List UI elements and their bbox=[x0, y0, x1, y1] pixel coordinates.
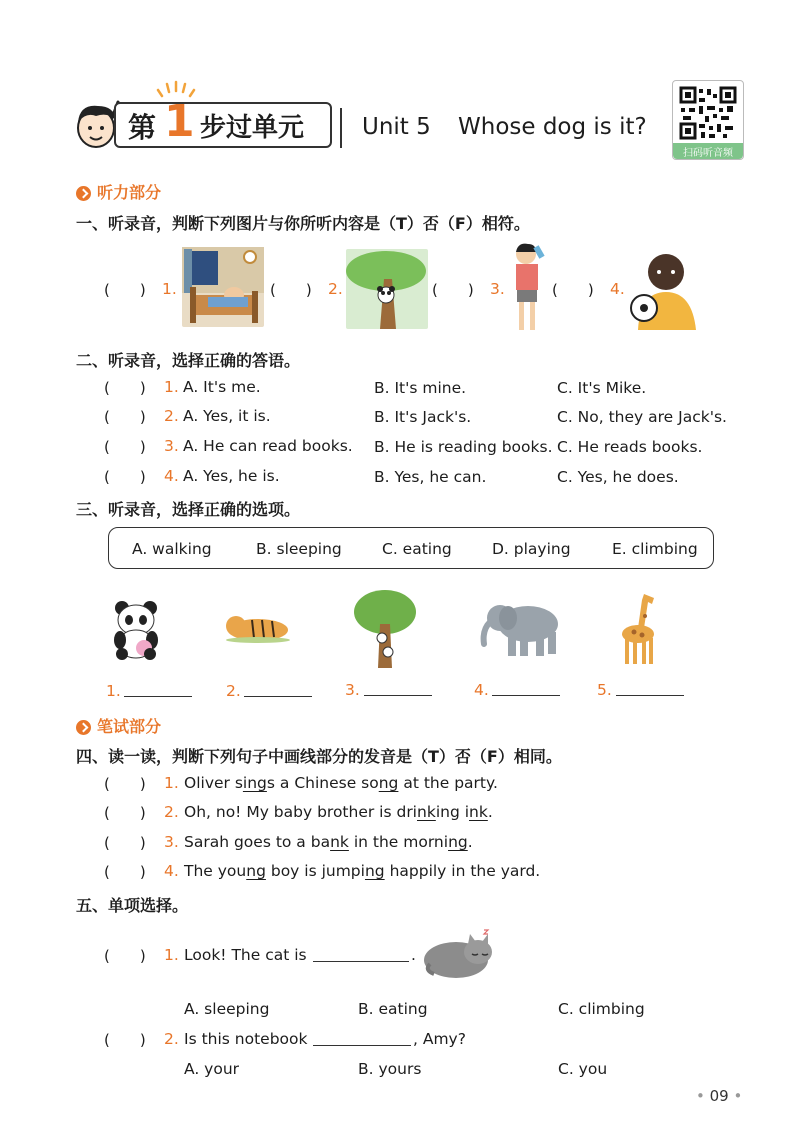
option-c: C. Yes, he does. bbox=[557, 468, 679, 486]
s5-num: 1. bbox=[164, 946, 179, 964]
answer-paren[interactable]: ( ) bbox=[552, 281, 594, 299]
qr-code[interactable] bbox=[672, 80, 744, 160]
answer-paren[interactable]: ( ) bbox=[104, 863, 146, 881]
word-option: D. playing bbox=[492, 540, 571, 558]
word-option: A. walking bbox=[132, 540, 212, 558]
answer-paren[interactable]: ( ) bbox=[104, 775, 146, 793]
sleeping-cat-icon bbox=[420, 926, 496, 980]
giraffe-icon bbox=[618, 588, 664, 666]
answer-paren[interactable]: ( ) bbox=[104, 408, 146, 426]
section-5-title: 五、单项选择。 bbox=[76, 896, 189, 915]
answer-paren[interactable]: ( ) bbox=[104, 947, 146, 965]
blank-num: 3. bbox=[345, 681, 360, 699]
unit-title: Whose dog is it? bbox=[458, 114, 647, 140]
option-c: C. No, they are Jack's. bbox=[557, 408, 727, 426]
answer-paren[interactable]: ( ) bbox=[104, 468, 146, 486]
part-listening: 听力部分 bbox=[76, 180, 161, 203]
panda-in-tree-icon bbox=[346, 249, 428, 329]
option-a: A. Yes, he is. bbox=[183, 467, 280, 485]
option-a: A. sleeping bbox=[184, 1000, 270, 1018]
answer-blank[interactable] bbox=[124, 696, 192, 697]
answer-paren[interactable]: ( ) bbox=[104, 1031, 146, 1049]
answer-paren[interactable]: ( ) bbox=[104, 804, 146, 822]
option-a: A. He can read books. bbox=[183, 437, 353, 455]
answer-blank[interactable] bbox=[616, 695, 684, 696]
page-number: • 09 • bbox=[696, 1087, 743, 1105]
s4-sentence: The young boy is jumping happily in the yard. bbox=[184, 862, 541, 880]
sun-rays-icon bbox=[156, 80, 196, 98]
qr-code-icon bbox=[679, 86, 737, 140]
s1-num: 3. bbox=[490, 280, 505, 298]
option-b: B. It's mine. bbox=[374, 379, 467, 397]
answer-blank[interactable] bbox=[492, 695, 560, 696]
word-option: C. eating bbox=[382, 540, 452, 558]
s2-num: 3. bbox=[164, 437, 179, 455]
answer-blank[interactable] bbox=[364, 695, 432, 696]
s1-num: 1. bbox=[162, 280, 177, 298]
option-b: B. eating bbox=[358, 1000, 428, 1018]
s4-sentence: Oh, no! My baby brother is drinking ink. bbox=[184, 803, 493, 821]
option-a: A. your bbox=[184, 1060, 240, 1078]
answer-blank[interactable] bbox=[244, 696, 312, 697]
section-4-title: 四、读一读，判断下列句子中画线部分的发音是（T）否（F）相同。 bbox=[76, 747, 562, 766]
blank-num: 5. bbox=[597, 681, 612, 699]
option-c: C. It's Mike. bbox=[557, 379, 647, 397]
s4-num: 4. bbox=[164, 862, 179, 880]
s4-num: 3. bbox=[164, 833, 179, 851]
answer-paren[interactable]: ( ) bbox=[432, 281, 474, 299]
blank-num: 1. bbox=[106, 682, 121, 700]
chevron-right-icon bbox=[76, 186, 91, 201]
answer-paren[interactable]: ( ) bbox=[104, 438, 146, 456]
tree-animal-icon bbox=[352, 588, 418, 668]
s4-num: 2. bbox=[164, 803, 179, 821]
answer-paren[interactable]: ( ) bbox=[104, 379, 146, 397]
s5-num: 2. bbox=[164, 1030, 179, 1048]
header-divider bbox=[340, 108, 342, 148]
blank-num: 2. bbox=[226, 682, 241, 700]
section-1-title: 一、听录音，判断下列图片与你所听内容是（T）否（F）相符。 bbox=[76, 214, 530, 233]
tree-picture bbox=[346, 249, 428, 329]
s2-num: 1. bbox=[164, 378, 179, 396]
unit-label: Unit 5 bbox=[362, 114, 431, 140]
s1-num: 4. bbox=[610, 280, 625, 298]
option-b: B. He is reading books. bbox=[374, 438, 553, 456]
s4-num: 1. bbox=[164, 774, 179, 792]
football-boy-icon bbox=[628, 248, 702, 330]
s5-stem-end: . bbox=[411, 946, 416, 964]
word-option: E. climbing bbox=[612, 540, 698, 558]
answer-paren[interactable]: ( ) bbox=[270, 281, 312, 299]
answer-blank[interactable] bbox=[313, 1045, 411, 1046]
badge-prefix: 第 bbox=[128, 111, 157, 144]
tiger-icon bbox=[222, 604, 292, 644]
part-writing: 笔试部分 bbox=[76, 714, 161, 737]
section-3-title: 三、听录音，选择正确的选项。 bbox=[76, 500, 301, 519]
s5-stem-end: , Amy? bbox=[413, 1030, 466, 1048]
header-badge bbox=[72, 92, 330, 148]
option-a: A. It's me. bbox=[183, 378, 261, 396]
option-c: C. He reads books. bbox=[557, 438, 703, 456]
s5-stem: Look! The cat is bbox=[184, 946, 307, 964]
badge-suffix: 步过单元 bbox=[200, 113, 305, 143]
chevron-right-icon bbox=[76, 720, 91, 735]
s4-sentence: Sarah goes to a bank in the morning. bbox=[184, 833, 473, 851]
option-a: A. Yes, it is. bbox=[183, 407, 271, 425]
option-c: C. climbing bbox=[558, 1000, 645, 1018]
answer-paren[interactable]: ( ) bbox=[104, 834, 146, 852]
blank-num: 4. bbox=[474, 681, 489, 699]
sleeping-boy-icon bbox=[182, 247, 264, 327]
drinking-boy-icon bbox=[508, 240, 548, 336]
s1-num: 2. bbox=[328, 280, 343, 298]
section-2-title: 二、听录音，选择正确的答语。 bbox=[76, 351, 301, 370]
bedroom-picture bbox=[182, 247, 264, 327]
s2-num: 4. bbox=[164, 467, 179, 485]
word-option: B. sleeping bbox=[256, 540, 342, 558]
option-c: C. you bbox=[558, 1060, 608, 1078]
panda-icon bbox=[108, 598, 164, 660]
badge-number: 1 bbox=[164, 96, 195, 147]
option-b: B. yours bbox=[358, 1060, 422, 1078]
s4-sentence: Oliver sings a Chinese song at the party. bbox=[184, 774, 498, 792]
s5-stem: Is this notebook bbox=[184, 1030, 308, 1048]
answer-blank[interactable] bbox=[313, 961, 409, 962]
answer-paren[interactable]: ( ) bbox=[104, 281, 146, 299]
s2-num: 2. bbox=[164, 407, 179, 425]
elephant-icon bbox=[478, 596, 564, 658]
qr-caption: 扫码听音频 bbox=[683, 148, 733, 159]
option-b: B. It's Jack's. bbox=[374, 408, 472, 426]
option-b: B. Yes, he can. bbox=[374, 468, 487, 486]
